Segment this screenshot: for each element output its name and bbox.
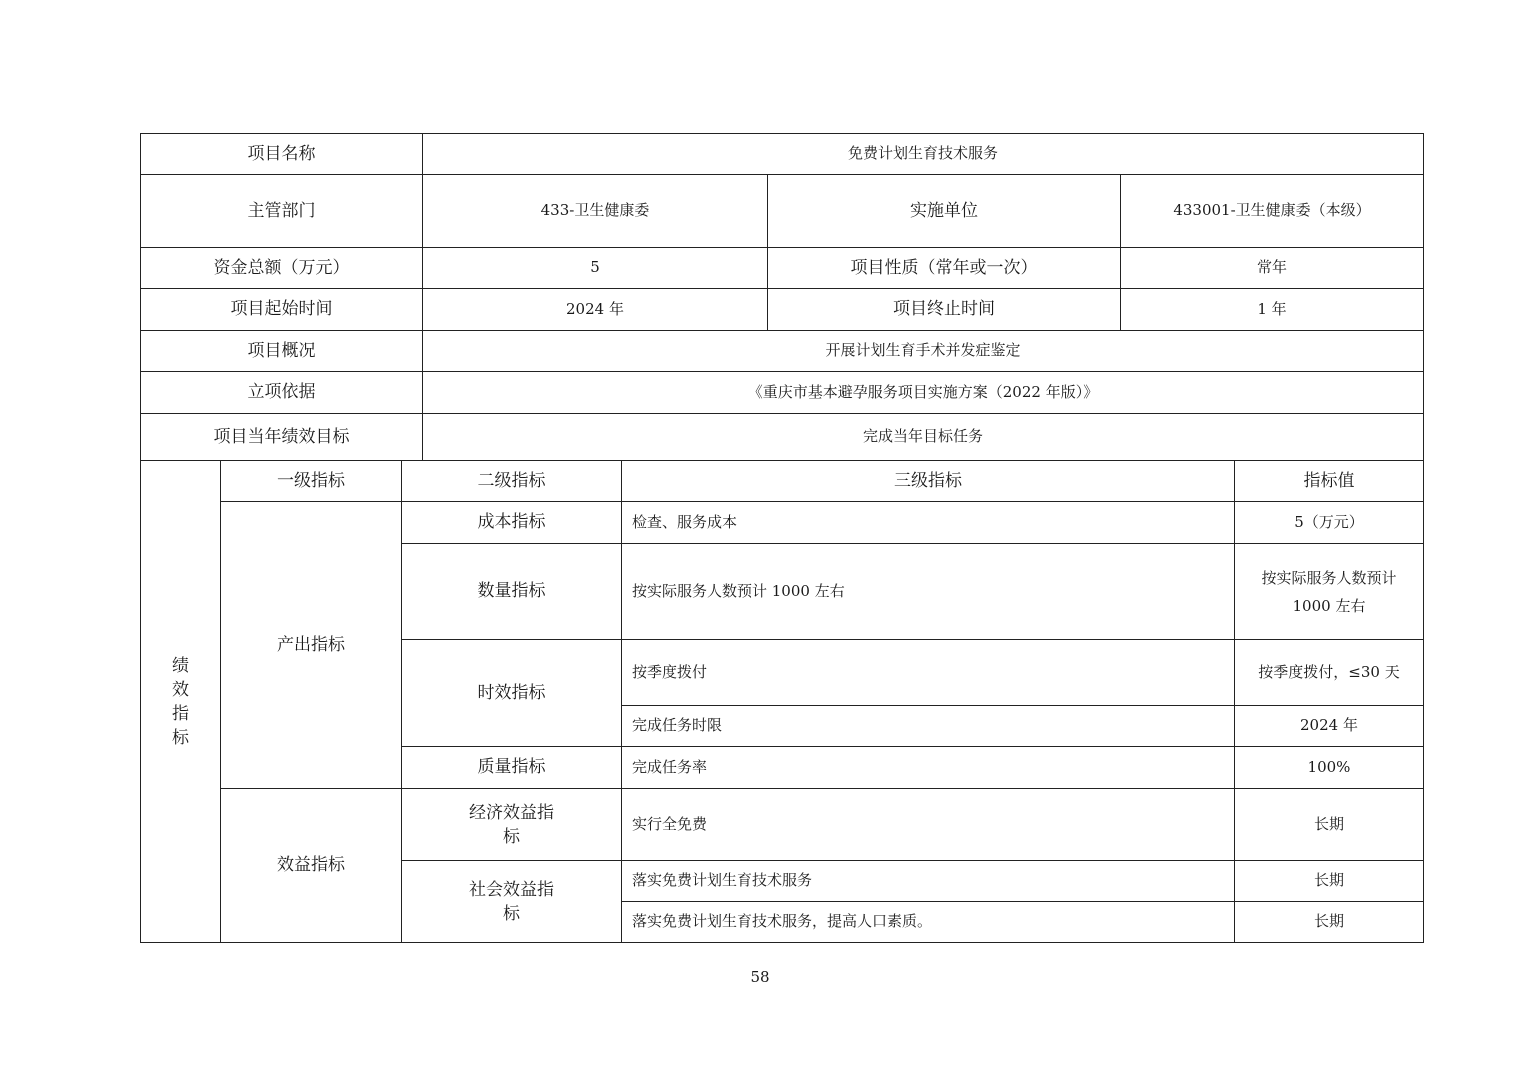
row-value: 长期: [1235, 861, 1424, 902]
row-desc: 完成任务率: [622, 747, 1235, 789]
funds-value: 5: [423, 248, 768, 289]
level2-cost: 成本指标: [402, 502, 622, 544]
level1-benefit: 效益指标: [221, 789, 402, 943]
indicator-side-label: 绩效指标: [172, 655, 189, 748]
header-level2: 二级指标: [402, 461, 622, 502]
end-label: 项目终止时间: [768, 289, 1121, 331]
time-row: [141, 289, 1424, 331]
start-value: 2024 年: [423, 289, 768, 331]
goal-value: 完成当年目标任务: [423, 414, 1424, 461]
row-desc: 实行全免费: [622, 789, 1235, 861]
funds-row: [141, 248, 1424, 289]
basis-row: [141, 372, 1424, 414]
nature-value: 常年: [1121, 248, 1424, 289]
row-value: 2024 年: [1235, 706, 1424, 747]
project-name-label: 项目名称: [141, 134, 423, 175]
table-row: [141, 502, 1424, 544]
indicator-side-cell: [141, 461, 221, 943]
header-level3: 三级指标: [622, 461, 1235, 502]
level2-quality: 质量指标: [402, 747, 622, 789]
level1-output: 产出指标: [221, 502, 402, 789]
row-desc: 完成任务时限: [622, 706, 1235, 747]
goal-label: 项目当年绩效目标: [141, 414, 423, 461]
dept-label: 主管部门: [141, 175, 423, 248]
basis-value: 《重庆市基本避孕服务项目实施方案（2022 年版）》: [423, 372, 1424, 414]
basis-label: 立项依据: [141, 372, 423, 414]
level2-quantity: 数量指标: [402, 544, 622, 640]
unit-value: 433001-卫生健康委（本级）: [1121, 175, 1424, 248]
project-info-table: [140, 133, 1424, 943]
row-value: 长期: [1235, 789, 1424, 861]
goal-row: [141, 414, 1424, 461]
dept-value: 433-卫生健康委: [423, 175, 768, 248]
page-number: 58: [750, 968, 770, 986]
row-desc: 按季度拨付: [622, 640, 1235, 706]
row-value: 长期: [1235, 902, 1424, 943]
row-desc: 检查、服务成本: [622, 502, 1235, 544]
row-value: 按实际服务人数预计 1000 左右: [1235, 544, 1424, 640]
row-value: 按季度拨付，≤30 天: [1235, 640, 1424, 706]
level2-social: 社会效益指标: [402, 861, 622, 943]
table-row: [141, 789, 1424, 861]
nature-label: 项目性质（常年或一次）: [768, 248, 1121, 289]
row-value: 100%: [1235, 747, 1424, 789]
overview-value: 开展计划生育手术并发症鉴定: [423, 331, 1424, 372]
header-value: 指标值: [1235, 461, 1424, 502]
overview-row: [141, 331, 1424, 372]
funds-label: 资金总额（万元）: [141, 248, 423, 289]
start-label: 项目起始时间: [141, 289, 423, 331]
unit-label: 实施单位: [768, 175, 1121, 248]
row-desc: 落实免费计划生育技术服务: [622, 861, 1235, 902]
end-value: 1 年: [1121, 289, 1424, 331]
project-name-value: 免费计划生育技术服务: [423, 134, 1424, 175]
row-desc: 落实免费计划生育技术服务，提高人口素质。: [622, 902, 1235, 943]
project-name-row: [141, 134, 1424, 175]
header-level1: 一级指标: [221, 461, 402, 502]
indicator-header-row: [141, 461, 1424, 502]
level2-timeliness: 时效指标: [402, 640, 622, 747]
dept-row: [141, 175, 1424, 248]
level2-economic: 经济效益指标: [402, 789, 622, 861]
row-value: 5（万元）: [1235, 502, 1424, 544]
row-desc: 按实际服务人数预计 1000 左右: [622, 544, 1235, 640]
overview-label: 项目概况: [141, 331, 423, 372]
